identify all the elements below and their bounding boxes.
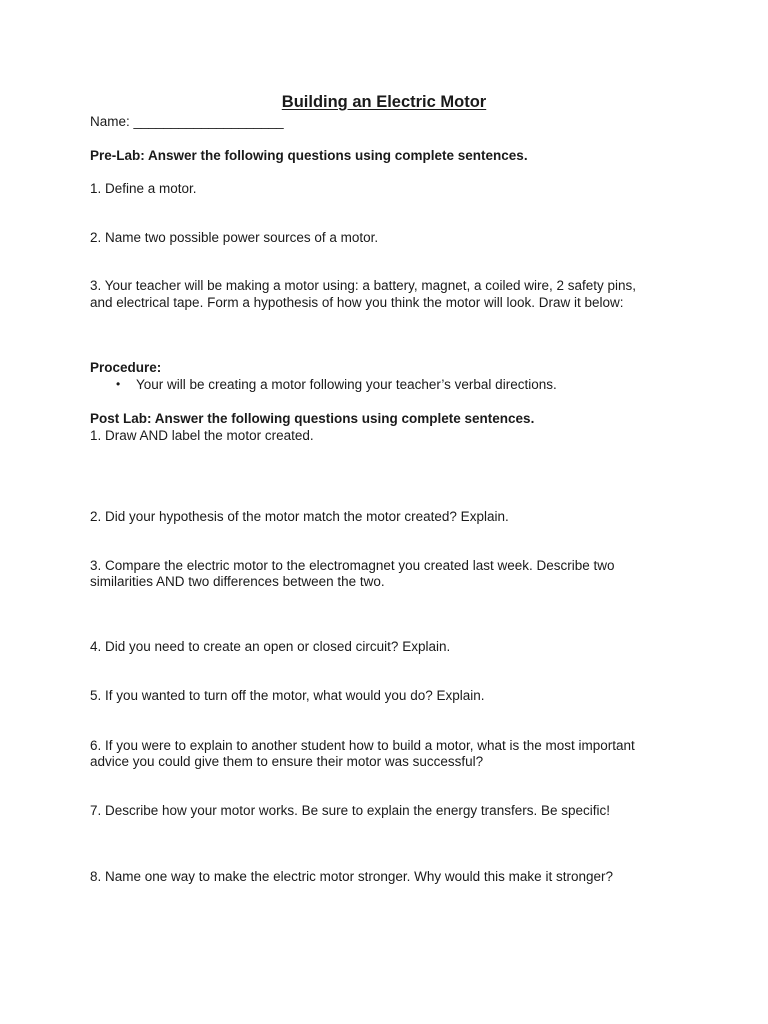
prelab-question-3-line-2: and electrical tape. Form a hypothesis of how you think the motor will look. Draw it below: (90, 295, 624, 310)
postlab-question-3-line-1: 3. Compare the electric motor to the electromagnet you created last week. Describe two (90, 558, 615, 573)
name-field-line: Name: ____________________ (90, 114, 284, 129)
postlab-heading: Post Lab: Answer the following questions using complete sentences. (90, 411, 535, 426)
postlab-question-1: 1. Draw AND label the motor created. (90, 428, 314, 443)
prelab-heading: Pre-Lab: Answer the following questions using complete sentences. (90, 148, 528, 163)
postlab-question-8: 8. Name one way to make the electric motor stronger. Why would this make it stronger? (90, 869, 613, 884)
postlab-question-6-line-1: 6. If you were to explain to another student how to build a motor, what is the most important (90, 738, 635, 753)
prelab-question-2: 2. Name two possible power sources of a motor. (90, 230, 379, 245)
postlab-question-5: 5. If you wanted to turn off the motor, what would you do? Explain. (90, 688, 485, 703)
page-title: Building an Electric Motor (281, 93, 487, 111)
procedure-heading: Procedure: (90, 360, 162, 375)
prelab-question-1: 1. Define a motor. (90, 181, 197, 196)
prelab-question-3-line-1: 3. Your teacher will be making a motor using: a battery, magnet, a coiled wire, 2 safety pins, (90, 278, 637, 293)
procedure-item: Your will be creating a motor following your teacher’s verbal directions. (136, 377, 557, 392)
postlab-question-6-line-2: advice you could give them to ensure their motor was successful? (90, 754, 484, 769)
postlab-question-4: 4. Did you need to create an open or closed circuit? Explain. (90, 639, 451, 654)
procedure-bullet: • (116, 377, 121, 391)
postlab-question-3-line-2: similarities AND two differences between the two. (90, 574, 385, 589)
postlab-question-2: 2. Did your hypothesis of the motor match the motor created? Explain. (90, 509, 509, 524)
postlab-question-7: 7. Describe how your motor works. Be sure to explain the energy transfers. Be specific! (90, 803, 610, 818)
